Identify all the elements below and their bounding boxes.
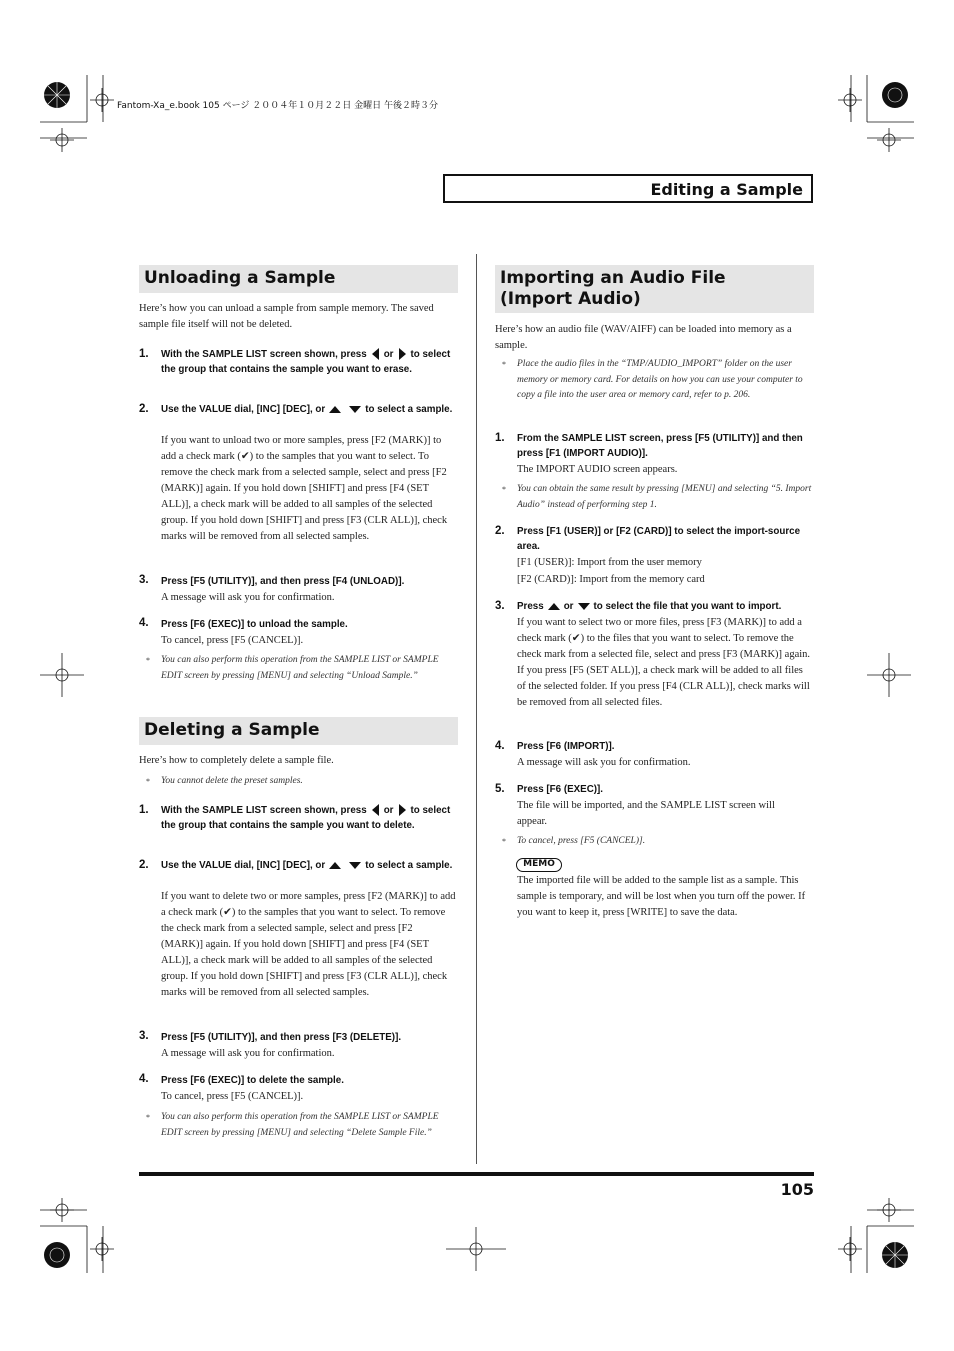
unload-step3: Press [F5 (UTILITY)], and then press [F4 (UNLOAD)].: [161, 576, 405, 587]
unload-step2: [161, 402, 457, 417]
note-asterisk: *: [146, 1113, 150, 1122]
delete-step2-c: to select a sample.: [365, 860, 453, 871]
import-intro: Here’s how an audio file (WAV/AIFF) can be loaded into memory as a sample.: [495, 324, 792, 351]
import-step3-a: Press: [517, 601, 544, 612]
delete-step2-a: Use the VALUE dial, [INC] [DEC], or: [161, 860, 326, 871]
print-info: Fantom-Xa_e.book 105 ページ ２００４年１０月２２日 金曜日 午後２時３分: [117, 101, 438, 111]
delete-note1-text: You cannot delete the preset samples.: [161, 776, 303, 786]
delete-step3-body: A message will ask you for confirmation.: [161, 1048, 335, 1059]
delete-step4-body: To cancel, press [F5 (CANCEL)].: [161, 1091, 304, 1102]
column-divider: [476, 254, 477, 1164]
unload-step2-c: to select a sample.: [365, 404, 453, 415]
down-arrow-icon: [349, 862, 361, 869]
import-step2-body2: [F2 (CARD)]: Import from the memory card: [517, 574, 705, 585]
note-asterisk: *: [502, 360, 506, 369]
note-asterisk: *: [502, 485, 506, 494]
unload-step1: [161, 347, 457, 377]
delete-note2-text: You can also perform this operation from the SAMPLE LIST or SAMPLE EDIT screen by pressing [MENU] and selecting “Delete Sample File.”: [161, 1112, 439, 1138]
import-note1-text: Place the audio files in the “TMP/AUDIO_IMPORT” folder on the user memory or memory card. For details on how you can use your computer to copy a file into the user area or memory card, refer to p. 206.: [517, 359, 803, 400]
import-step5-num: 5.: [495, 783, 505, 795]
delete-step3-num: 3.: [139, 1030, 149, 1042]
up-arrow-icon: [329, 406, 341, 413]
import-heading: [495, 265, 814, 313]
unload-step4-num: 4.: [139, 617, 149, 629]
import-step4: Press [F6 (IMPORT)].: [517, 741, 615, 752]
note-asterisk: *: [502, 837, 506, 846]
header-title: Editing a Sample: [650, 180, 803, 199]
import-note-cancel: [502, 834, 813, 850]
import-step1: From the SAMPLE LIST screen, press [F5 (UTILITY)] and then press [F1 (IMPORT AUDIO)].: [517, 433, 803, 459]
memo-icon: MEMO: [516, 858, 562, 872]
import-step3-c: to select the file that you want to import.: [593, 601, 782, 612]
delete-intro: Here’s how to completely delete a sample file.: [139, 755, 334, 766]
import-step4-body: A message will ask you for confirmation.: [517, 757, 691, 768]
delete-step1: [161, 803, 457, 833]
delete-note2: [146, 1110, 457, 1141]
import-step2: Press [F1 (USER)] or [F2 (CARD)] to select the import-source area.: [517, 526, 801, 552]
running-header: [443, 174, 813, 203]
unload-step2-num: 2.: [139, 403, 149, 415]
import-note-cancel-text: To cancel, press [F5 (CANCEL)].: [517, 836, 646, 846]
import-step1-body: The IMPORT AUDIO screen appears.: [517, 464, 678, 475]
unload-step1-c: to select the group that contains the sample you want to erase.: [161, 349, 451, 375]
import-note-step1-text: You can obtain the same result by pressing [MENU] and selecting “5. Import Audio” instead of performing step 1.: [517, 484, 812, 510]
down-arrow-icon: [349, 406, 361, 413]
unload-step2-body: If you want to unload two or more samples, press [F2 (MARK)] to add a check mark (✔) to the samples that you want to select. To remove the check mark from a selected sample, select and press [F2 (MARK)] again. If you hold down [SHIFT] and press [F4 (SET ALL)], a check mark will be added to all samples of the selected group. If you hold down [SHIFT] and press [F3 (CLR ALL)], check marks will be removed from all selected samples.: [161, 435, 448, 542]
delete-step4: Press [F6 (EXEC)] to delete the sample.: [161, 1075, 344, 1086]
import-step3-num: 3.: [495, 600, 505, 612]
delete-step1-b: or: [383, 805, 394, 816]
unload-step3-num: 3.: [139, 574, 149, 586]
unload-note: [146, 653, 457, 684]
import-step1-num: 1.: [495, 432, 505, 444]
up-arrow-icon: [329, 862, 341, 869]
unload-step1-b: or: [383, 349, 394, 360]
unload-note-text: You can also perform this operation from the SAMPLE LIST or SAMPLE EDIT screen by pressing [MENU] and selecting “Unload Sample.”: [161, 655, 439, 681]
delete-step4-num: 4.: [139, 1073, 149, 1085]
left-arrow-icon: [372, 348, 379, 360]
unload-step4-body: To cancel, press [F5 (CANCEL)].: [161, 635, 304, 646]
delete-note1: [146, 774, 457, 790]
import-step3: [517, 599, 813, 614]
import-step3-b: or: [563, 601, 574, 612]
delete-step3: Press [F5 (UTILITY)], and then press [F3 (DELETE)].: [161, 1032, 402, 1043]
import-step3-body: If you want to select two or more files, press [F3 (MARK)] to add a check mark (✔) to the files that you want to select. To remove the check mark from a selected file, select and press [F3 (MARK)] again. If you press [F5 (SET ALL)], a check mark will be added to all files of the selected folder. If you press [F4 (CLR ALL)], check marks will be removed from all selected files.: [517, 617, 811, 708]
delete-step2-body: If you want to delete two or more samples, press [F2 (MARK)] to add a check mark (✔) to the samples that you want to select. To remove the check mark from a selected sample, select and press [F2 (MARK)] again. If you hold down [SHIFT] and press [F4 (SET ALL)], a check mark will be added to all samples of the selected group. If you hold down [SHIFT] and press [F3 (CLR ALL)], check marks will be removed from all selected samples.: [161, 891, 456, 998]
import-heading-line1: Importing an Audio File: [500, 268, 726, 288]
unload-step1-a: With the SAMPLE LIST screen shown, press: [161, 349, 367, 360]
unload-step2-a: Use the VALUE dial, [INC] [DEC], or: [161, 404, 326, 415]
import-heading-line2: (Import Audio): [500, 289, 641, 309]
footer-rule: [139, 1172, 814, 1176]
up-arrow-icon: [548, 603, 560, 610]
right-arrow-icon: [399, 804, 406, 816]
unload-step1-num: 1.: [139, 348, 149, 360]
import-step2-body1: [F1 (USER)]: Import from the user memory: [517, 557, 702, 568]
import-step5: Press [F6 (EXEC)].: [517, 784, 604, 795]
delete-step2: [161, 858, 457, 873]
right-arrow-icon: [399, 348, 406, 360]
note-asterisk: *: [146, 777, 150, 786]
import-note-step1: [502, 482, 813, 513]
import-note1: [502, 357, 813, 404]
note-asterisk: *: [146, 656, 150, 665]
delete-step1-num: 1.: [139, 804, 149, 816]
unload-step3-body: A message will ask you for confirmation.: [161, 592, 335, 603]
import-step5-body: The file will be imported, and the SAMPLE LIST screen will appear.: [517, 800, 775, 827]
page-number: 105: [780, 1180, 814, 1199]
memo-text: The imported file will be added to the sample list as a sample. This sample is temporary, and will be lost when you turn off the power. If you want to keep it, press [WRITE] to save the data.: [517, 875, 806, 918]
down-arrow-icon: [578, 603, 590, 610]
delete-step2-num: 2.: [139, 859, 149, 871]
import-step4-num: 4.: [495, 740, 505, 752]
delete-heading: Deleting a Sample: [139, 717, 458, 745]
import-step2-num: 2.: [495, 525, 505, 537]
unload-step4: Press [F6 (EXEC)] to unload the sample.: [161, 619, 348, 630]
left-arrow-icon: [372, 804, 379, 816]
unload-intro: Here’s how you can unload a sample from sample memory. The saved sample file itself will not be deleted.: [139, 303, 434, 330]
delete-step1-c: to select the group that contains the sample you want to delete.: [161, 805, 451, 831]
delete-step1-a: With the SAMPLE LIST screen shown, press: [161, 805, 367, 816]
unload-heading: Unloading a Sample: [139, 265, 458, 293]
